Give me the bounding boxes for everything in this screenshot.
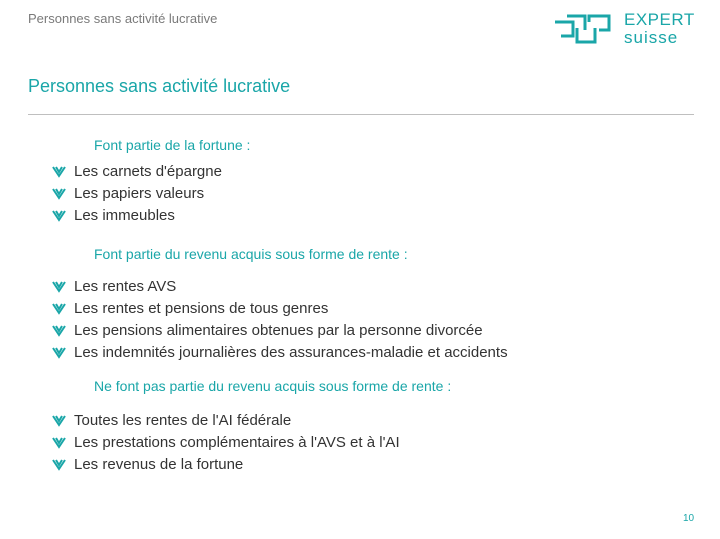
list-item-text: Les prestations complémentaires à l'AVS et à l'AI: [74, 434, 400, 451]
hors-revenu-list: [52, 410, 400, 476]
list-item-text: Les indemnités journalières des assurances-maladie et accidents: [74, 344, 508, 361]
top-caption: Personnes sans activité lucrative: [28, 11, 218, 26]
checkmark-bullet-icon: [52, 208, 66, 222]
page-title: Personnes sans activité lucrative: [28, 76, 291, 96]
checkmark-bullet-icon: [52, 323, 66, 337]
logo-text-suisse: suisse: [624, 28, 679, 47]
section-heading-fortune: Font partie de la fortune :: [94, 137, 251, 153]
list-item: [52, 454, 400, 476]
list-item-text: Toutes les rentes de l'AI fédérale: [74, 412, 292, 429]
list-item: [52, 410, 400, 432]
section-heading-hors-revenu: Ne font pas partie du revenu acquis sous forme de rente :: [94, 378, 452, 394]
list-item: [52, 183, 222, 205]
list-item-text: Les rentes AVS: [74, 278, 177, 295]
checkmark-bullet-icon: [52, 457, 66, 471]
title-divider: [28, 114, 694, 115]
list-item-text: Les rentes et pensions de tous genres: [74, 300, 329, 317]
list-item: [52, 205, 222, 227]
list-item: [52, 161, 222, 183]
checkmark-bullet-icon: [52, 164, 66, 178]
list-item: [52, 276, 508, 298]
list-item-text: Les revenus de la fortune: [74, 456, 244, 473]
section-heading-revenu: Font partie du revenu acquis sous forme de rente :: [94, 246, 408, 262]
checkmark-bullet-icon: [52, 279, 66, 293]
list-item: [52, 342, 508, 364]
checkmark-bullet-icon: [52, 301, 66, 315]
list-item: [52, 298, 508, 320]
list-item: [52, 320, 508, 342]
list-item-text: Les carnets d'épargne: [74, 163, 222, 180]
checkmark-bullet-icon: [52, 345, 66, 359]
fortune-list: [52, 161, 222, 227]
checkmark-bullet-icon: [52, 435, 66, 449]
revenu-list: [52, 276, 508, 364]
list-item: [52, 432, 400, 454]
expert-suisse-logo: [553, 12, 703, 48]
logo-text-expert: EXPERT: [624, 10, 695, 29]
page-number: 10: [683, 513, 695, 524]
list-item-text: Les pensions alimentaires obtenues par la personne divorcée: [74, 322, 483, 339]
checkmark-bullet-icon: [52, 413, 66, 427]
list-item-text: Les papiers valeurs: [74, 185, 205, 202]
checkmark-bullet-icon: [52, 186, 66, 200]
list-item-text: Les immeubles: [74, 207, 175, 224]
expert-suisse-logo-icon: [553, 12, 615, 46]
